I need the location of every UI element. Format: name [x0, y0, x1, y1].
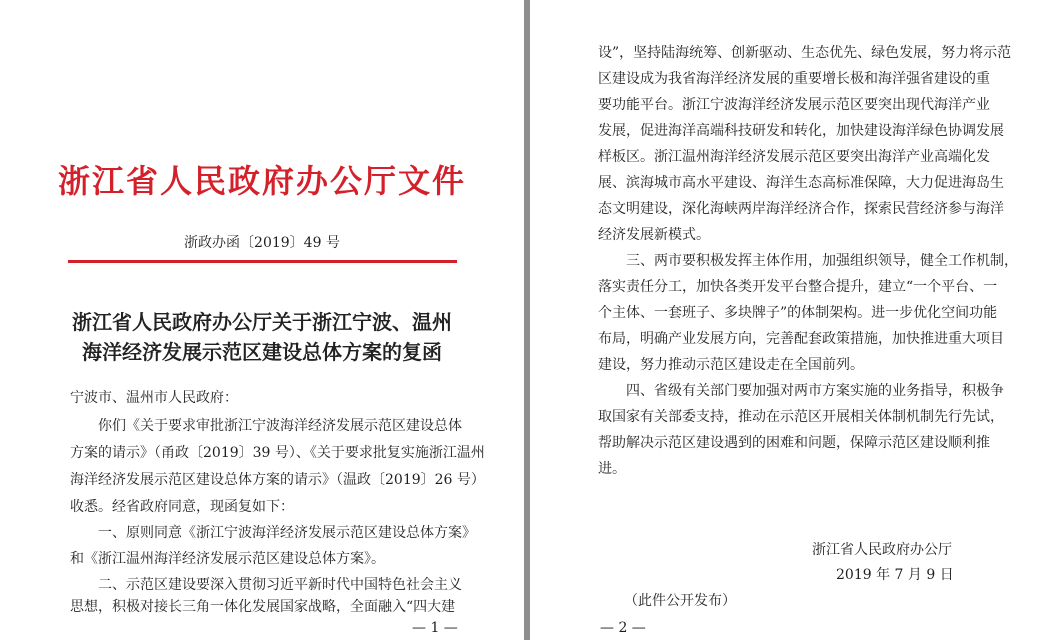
disclosure-note: （此件公开发布） [624, 593, 736, 609]
body-line: 态文明建设，深化海峡两岸海洋经济合作，探索民营经济参与海洋 [598, 201, 1004, 217]
body-line: 收悉。经省政府同意，现函复如下： [70, 499, 294, 515]
document-title-line-2: 海洋经济发展示范区建设总体方案的复函 [82, 340, 442, 364]
body-line: 宁波市、温州市人民政府： [70, 390, 238, 406]
document-page-2 [530, 0, 1057, 640]
body-line: 你们《关于要求审批浙江宁波海洋经济发展示范区建设总体 [70, 418, 462, 434]
body-line: 发展，促进海洋高端科技研发和转化，加快建设海洋绿色协调发展 [598, 123, 1004, 139]
page-number: — 2 — [600, 620, 646, 636]
body-line: 区建设成为我省海洋经济发展的重要增长极和海洋强省建设的重 [598, 71, 990, 87]
body-line: 海洋经济发展示范区建设总体方案的请示》（温政〔2019〕26 号） [70, 472, 485, 488]
body-line: 要功能平台。浙江宁波海洋经济发展示范区要突出现代海洋产业 [598, 97, 990, 113]
body-line: 帮助解决示范区建设遇到的困难和问题，保障示范区建设顺利推 [598, 435, 990, 451]
body-line: 经济发展新模式。 [598, 227, 710, 243]
page-number: — 1 — [412, 620, 458, 636]
signature-issuer: 浙江省人民政府办公厅 [812, 542, 952, 558]
body-line: 二、示范区建设要深入贯彻习近平新时代中国特色社会主义 [70, 577, 462, 593]
body-line: 展、滨海城市高水平建设、海洋生态高标准保障，大力促进海岛生 [598, 175, 1004, 191]
body-line: 取国家有关部委支持，推动在示范区开展相关体制机制先行先试， [598, 409, 1004, 425]
document-title-line-1: 浙江省人民政府办公厅关于浙江宁波、温州 [72, 310, 452, 334]
body-line: 落实责任分工，加快各类开发平台整合提升，建立“一个平台、一 [598, 279, 998, 295]
red-divider-line [68, 260, 457, 263]
document-masthead: 浙江省人民政府办公厅文件 [57, 162, 466, 200]
body-line: 方案的请示》（甬政〔2019〕39 号）、《关于要求批复实施浙江温州 [70, 445, 485, 461]
body-line: 进。 [598, 461, 626, 477]
document-number: 浙政办函〔2019〕49 号 [184, 235, 340, 251]
signature-date: 2019 年 7 月 9 日 [836, 567, 954, 583]
body-line: 四、省级有关部门要加强对两市方案实施的业务指导，积极争 [598, 383, 1004, 399]
body-line: 布局，明确产业发展方向，完善配套政策措施，加快推进重大项目 [598, 331, 1004, 347]
body-line: 建设，努力推动示范区建设走在全国前列。 [598, 357, 864, 373]
body-line: 和《浙江温州海洋经济发展示范区建设总体方案》。 [70, 551, 385, 567]
body-line: 设”，坚持陆海统筹、创新驱动、生态优先、绿色发展，努力将示范 [598, 45, 1012, 61]
body-line: 样板区。浙江温州海洋经济发展示范区要突出海洋产业高端化发 [598, 149, 990, 165]
body-line: 三、两市要积极发挥主体作用，加强组织领导，健全工作机制， [598, 253, 1018, 269]
document-page-1 [0, 0, 524, 640]
body-line: 个主体、一套班子、多块牌子”的体制架构。进一步优化空间功能 [598, 305, 998, 321]
body-line: 思想，积极对接长三角一体化发展国家战略，全面融入“四大建 [70, 599, 456, 615]
body-line: 一、原则同意《浙江宁波海洋经济发展示范区建设总体方案》 [70, 525, 476, 541]
